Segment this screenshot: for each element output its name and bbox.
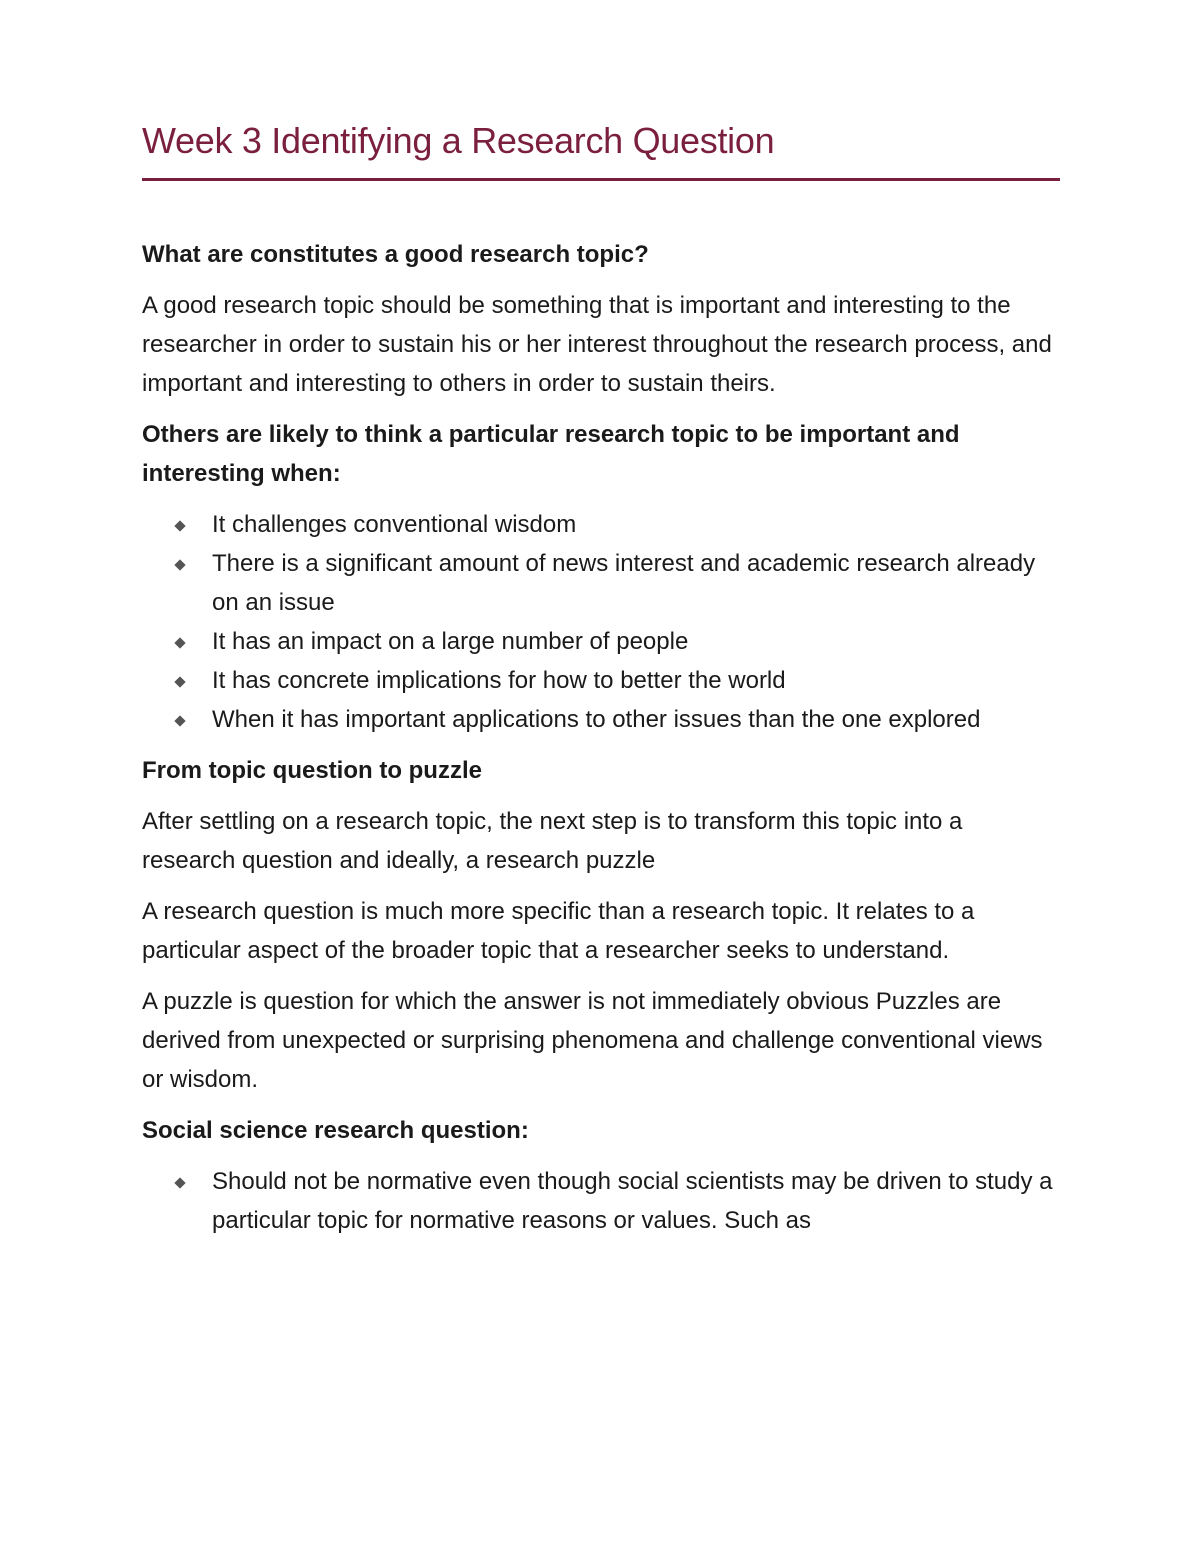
paragraph-research-question: A research question is much more specific than a research topic. It relates to a particular aspect of the broader topic that a researcher seeks to understand. <box>142 898 975 964</box>
list-item <box>142 661 1060 700</box>
bullet-icon <box>174 637 185 648</box>
title-divider <box>142 178 1060 181</box>
bullet-icon <box>174 715 185 726</box>
list-item-text: It challenges conventional wisdom <box>212 511 577 538</box>
list-item-text: It has an impact on a large number of people <box>212 628 689 655</box>
heading-good-topic: What are constitutes a good research topic? <box>142 241 649 268</box>
list-item-text: Should not be normative even though social scientists may be driven to study a particular topic for normative reasons or values. Such as <box>212 1168 1053 1234</box>
paragraph-settling-topic: After settling on a research topic, the next step is to transform this topic into a research question and ideally, a research puzzle <box>142 808 963 874</box>
document-title: Week 3 Identifying a Research Question <box>142 120 775 161</box>
list-item <box>142 544 1060 622</box>
list-item-text: It has concrete implications for how to better the world <box>212 667 786 694</box>
paragraph-good-topic: A good research topic should be something that is important and interesting to the researcher in order to sustain his or her interest throughout the research process, and important and interesting to others in order to sustain theirs. <box>142 292 1052 397</box>
paragraph-puzzle: A puzzle is question for which the answer is not immediately obvious Puzzles are derived from unexpected or surprising phenomena and challenge conventional views or wisdom. <box>142 988 1043 1093</box>
list-item <box>142 1162 1060 1240</box>
list-item <box>142 700 1060 739</box>
heading-social-science: Social science research question: <box>142 1117 529 1144</box>
bullet-icon <box>174 1177 185 1188</box>
list-social-science <box>142 1162 1060 1240</box>
bullet-icon <box>174 559 185 570</box>
list-item-text: When it has important applications to other issues than the one explored <box>212 706 981 733</box>
bullet-icon <box>174 520 185 531</box>
heading-topic-to-puzzle: From topic question to puzzle <box>142 757 482 784</box>
list-item-text: There is a significant amount of news interest and academic research already on an issue <box>212 550 1036 616</box>
document-page <box>142 112 1060 1252</box>
list-interest-criteria <box>142 505 1060 739</box>
list-item <box>142 505 1060 544</box>
bullet-icon <box>174 676 185 687</box>
heading-others-interest: Others are likely to think a particular research topic to be important and interesting when: <box>142 421 960 487</box>
list-item <box>142 622 1060 661</box>
